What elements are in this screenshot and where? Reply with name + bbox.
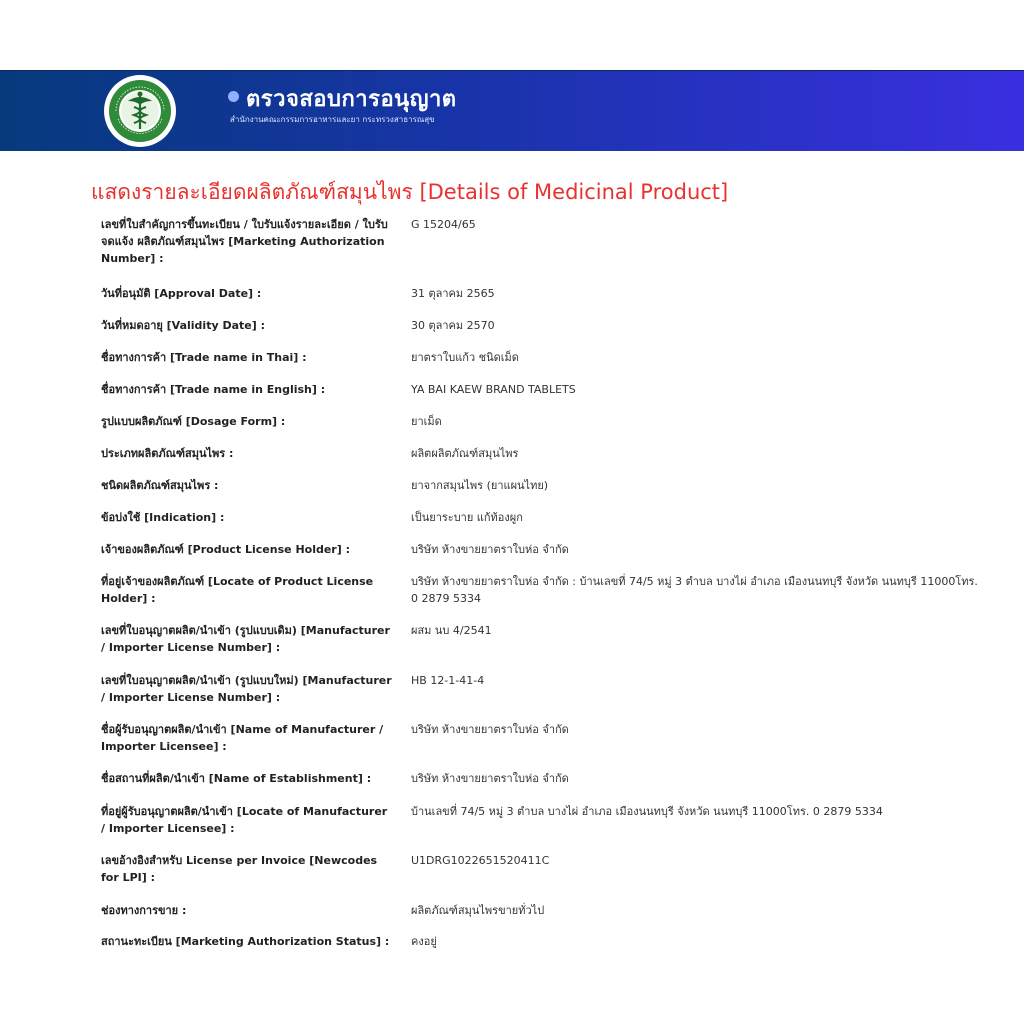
detail-value: ผลิตภัณฑ์สมุนไพรขายทั่วไป: [411, 904, 545, 917]
detail-value: บริษัท ห้างขายยาตราใบห่อ จำกัด: [411, 772, 569, 785]
detail-label: ที่อยู่ผู้รับอนุญาตผลิต/นำเข้า [Locate of Manufacturer / Importer Licensee] :: [101, 805, 388, 835]
detail-label: ชื่อทางการค้า [Trade name in Thai] :: [101, 351, 307, 364]
detail-value: บ้านเลขที่ 74/5 หมู่ 3 ตำบล บางไผ่ อำเภอ เมืองนนทบุรี จังหวัด นนทบุรี 11000โทร. 0 2879 5334: [411, 805, 883, 818]
detail-label: รูปแบบผลิตภัณฑ์ [Dosage Form] :: [101, 415, 286, 428]
detail-label: ชนิดผลิตภัณฑ์สมุนไพร :: [101, 479, 219, 492]
detail-label: เจ้าของผลิตภัณฑ์ [Product License Holder] :: [101, 543, 350, 556]
detail-value: ยาจากสมุนไพร (ยาแผนไทย): [411, 479, 549, 492]
bullet-dot-icon: [228, 91, 239, 102]
detail-value: G 15204/65: [411, 218, 476, 231]
detail-label: ช่องทางการขาย :: [101, 904, 187, 917]
detail-label: เลขอ้างอิงสำหรับ License per Invoice [Newcodes for LPI] :: [101, 854, 378, 884]
detail-label: เลขที่ใบอนุญาตผลิต/นำเข้า (รูปแบบใหม่) [Manufacturer / Importer License Number] :: [101, 674, 392, 704]
detail-label: ชื่อทางการค้า [Trade name in English] :: [101, 383, 326, 396]
detail-value: 30 ตุลาคม 2570: [411, 319, 495, 332]
site-header: [0, 70, 1024, 151]
detail-value: 31 ตุลาคม 2565: [411, 287, 495, 300]
detail-label: ประเภทผลิตภัณฑ์สมุนไพร :: [101, 447, 234, 460]
detail-label: ชื่อผู้รับอนุญาตผลิต/นำเข้า [Name of Manufacturer / Importer Licensee] :: [101, 723, 384, 753]
detail-value: ยาตราใบแก้ว ชนิดเม็ด: [411, 351, 519, 364]
page-title: แสดงรายละเอียดผลิตภัณฑ์สมุนไพร [Details of Medicinal Product]: [91, 180, 729, 204]
detail-label: เลขที่ใบอนุญาตผลิต/นำเข้า (รูปแบบเดิม) [Manufacturer / Importer License Number] :: [101, 624, 390, 654]
detail-label: วันที่อนุมัติ [Approval Date] :: [101, 287, 262, 300]
detail-label: ชื่อสถานที่ผลิต/นำเข้า [Name of Establishment] :: [101, 772, 372, 785]
ministry-logo[interactable]: [104, 75, 176, 147]
detail-label: เลขที่ใบสำคัญการขึ้นทะเบียน / ใบรับแจ้งรายละเอียด / ใบรับจดแจ้ง ผลิตภัณฑ์สมุนไพร [Marketing Authorization Number] :: [101, 218, 388, 265]
detail-label: ข้อบ่งใช้ [Indication] :: [101, 511, 225, 524]
detail-value: บริษัท ห้างขายยาตราใบห่อ จำกัด: [411, 723, 569, 736]
detail-value: บริษัท ห้างขายยาตราใบห่อ จำกัด : บ้านเลขที่ 74/5 หมู่ 3 ตำบล บางไผ่ อำเภอ เมืองนนทบุรี จังหวัด นนทบุรี 11000โทร. 0 2879 5334: [411, 575, 978, 605]
detail-value: ผลิตผลิตภัณฑ์สมุนไพร: [411, 447, 519, 460]
detail-label: วันที่หมดอายุ [Validity Date] :: [101, 319, 265, 332]
header-subtitle: สำนักงานคณะกรรมการอาหารและยา กระทรวงสาธารณสุข: [230, 115, 435, 124]
ministry-seal-icon: [104, 75, 176, 147]
detail-value: คงอยู่: [411, 935, 437, 948]
detail-value: ยาเม็ด: [411, 415, 442, 428]
detail-label: สถานะทะเบียน [Marketing Authorization Status] :: [101, 935, 390, 948]
detail-label: ที่อยู่เจ้าของผลิตภัณฑ์ [Locate of Product License Holder] :: [101, 575, 374, 605]
detail-value: ผสม นบ 4/2541: [411, 624, 492, 637]
detail-value: HB 12-1-41-4: [411, 674, 485, 687]
detail-value: U1DRG1022651520411C: [411, 854, 550, 867]
detail-value: เป็นยาระบาย แก้ท้องผูก: [411, 511, 523, 524]
header-title: ตรวจสอบการอนุญาต: [246, 87, 457, 112]
detail-value: YA BAI KAEW BRAND TABLETS: [411, 383, 576, 396]
detail-value: บริษัท ห้างขายยาตราใบห่อ จำกัด: [411, 543, 569, 556]
